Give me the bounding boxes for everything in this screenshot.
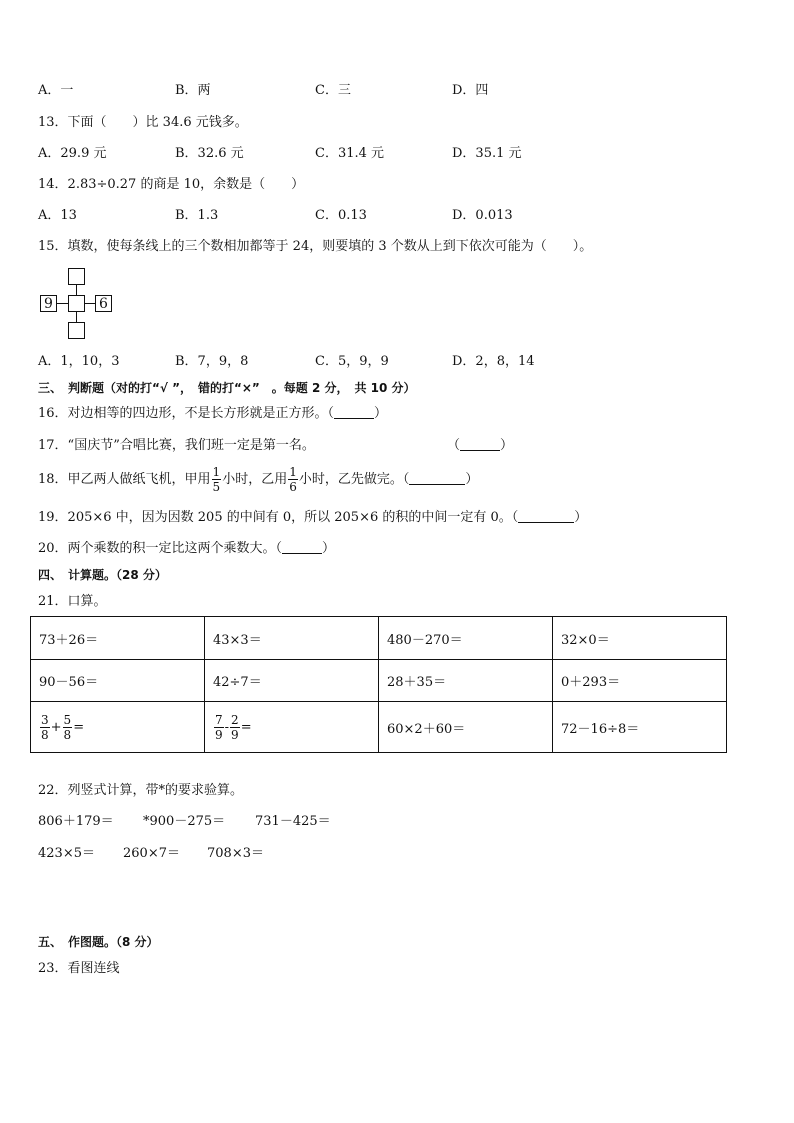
diagram-center-box — [68, 295, 85, 312]
q13-option-b: B．32.6 元 — [175, 146, 244, 161]
fraction-denominator: 9 — [215, 727, 223, 742]
fraction-denominator: 9 — [231, 727, 239, 742]
q20-close: ） — [322, 541, 336, 556]
q18-fraction-2 — [288, 465, 298, 494]
diagram-right-box: 6 — [95, 295, 112, 312]
q21-oral-calc-table — [30, 616, 727, 753]
q22-item: 423×5＝ — [38, 846, 95, 861]
equals-sign: = — [73, 719, 85, 735]
q12-option-b: B．两 — [175, 83, 211, 98]
fraction — [63, 713, 73, 742]
fraction-numerator: 7 — [215, 712, 223, 727]
q16-text: 16．对边相等的四边形，不是长方形就是正方形。（ — [38, 406, 335, 421]
q15-cross-diagram — [40, 268, 114, 340]
calc-cell: 28＋35＝ — [379, 660, 553, 702]
q17-answer-blank[interactable] — [460, 438, 500, 451]
section-4-heading: 四、 计算题。（28 分） — [38, 568, 167, 582]
q22-item: *900－275＝ — [143, 814, 226, 829]
fraction-numerator: 2 — [231, 712, 239, 727]
q22-item: 260×7＝ — [123, 846, 180, 861]
calc-cell — [205, 702, 379, 753]
q13-option-d: D．35.1 元 — [452, 146, 522, 161]
q23-label: 23．看图连线 — [38, 961, 120, 976]
calc-cell — [31, 702, 205, 753]
q22-item: 731－425＝ — [255, 814, 331, 829]
q15-stem: 15．填数，使每条线上的三个数相加都等于 24，则要填的 3 个数从上到下依次可能为（ ）。 — [38, 239, 593, 254]
q15-option-b: B．7，9，8 — [175, 354, 249, 369]
q19-answer-blank[interactable] — [518, 510, 574, 523]
q16-statement — [38, 405, 387, 423]
q18-part3: 小时，乙先做完。（ — [298, 472, 410, 487]
diagram-top-box — [68, 268, 85, 285]
q14-option-d: D．0.013 — [452, 208, 513, 223]
table-row — [31, 660, 727, 702]
q17-text: 17．“国庆节”合唱比赛，我们班一定是第一名。 — [38, 438, 315, 453]
q20-answer-blank[interactable] — [282, 541, 322, 554]
q14-option-b: B．1.3 — [175, 208, 219, 223]
q16-close: ） — [374, 406, 388, 421]
fraction — [214, 713, 224, 742]
table-row — [31, 702, 727, 753]
q12-option-d: D．四 — [452, 83, 489, 98]
q18-part1: 18．甲乙两人做纸飞机，甲用 — [38, 472, 211, 487]
calc-cell: 72－16÷8＝ — [553, 702, 727, 753]
q17-answer — [447, 437, 513, 455]
calc-cell: 480－270＝ — [379, 617, 553, 660]
q19-text: 19．205×6 中，因为因数 205 的中间有 0，所以 205×6 的积的中间一定有 0。（ — [38, 510, 519, 525]
q13-option-c: C．31.4 元 — [315, 146, 385, 161]
q18-statement — [38, 465, 478, 495]
q18-part2: 小时，乙用 — [222, 472, 288, 487]
q19-close: ） — [574, 510, 588, 525]
q18-answer-blank[interactable] — [409, 472, 465, 485]
calc-cell: 0＋293＝ — [553, 660, 727, 702]
fraction-denominator: 6 — [289, 480, 297, 494]
table-row — [31, 617, 727, 660]
operator: + — [50, 719, 62, 735]
q22-label: 22．列竖式计算，带*的要求验算。 — [38, 783, 244, 798]
fraction-denominator: 8 — [63, 727, 72, 742]
q14-option-a: A．13 — [38, 208, 77, 223]
q20-statement — [38, 540, 335, 558]
q14-stem: 14．2.83÷0.27 的商是 10，余数是（ ） — [38, 177, 305, 192]
equals-sign: = — [240, 719, 252, 735]
diagram-left-box: 9 — [40, 295, 57, 312]
q17-open: （ — [447, 438, 461, 453]
q22-item: 806＋179＝ — [38, 814, 114, 829]
q12-option-c: C．三 — [315, 83, 351, 98]
calc-cell: 32×0＝ — [553, 617, 727, 660]
q15-option-a: A．1，10，3 — [38, 354, 120, 369]
fraction — [230, 713, 240, 742]
calc-cell: 42÷7＝ — [205, 660, 379, 702]
q17-statement — [38, 437, 315, 455]
q12-option-a: A．一 — [38, 83, 74, 98]
fraction — [40, 713, 50, 742]
fraction-numerator: 5 — [63, 712, 72, 727]
q21-label: 21．口算。 — [38, 594, 107, 609]
q20-text: 20．两个乘数的积一定比这两个乘数大。（ — [38, 541, 283, 556]
q15-option-d: D．2，8，14 — [452, 354, 535, 369]
section-3-heading: 三、 判断题（对的打“√ ”， 错的打“×” 。每题 2 分， 共 10 分） — [38, 381, 416, 395]
q19-statement — [38, 509, 587, 527]
calc-cell: 60×2＋60＝ — [379, 702, 553, 753]
q14-option-c: C．0.13 — [315, 208, 367, 223]
q18-close: ） — [465, 472, 479, 487]
q17-close: ） — [500, 438, 514, 453]
fraction-numerator: 1 — [289, 465, 297, 479]
q22-item: 708×3＝ — [207, 846, 264, 861]
fraction-numerator: 1 — [212, 465, 221, 479]
q13-stem: 13．下面（ ）比 34.6 元钱多。 — [38, 115, 248, 130]
q13-option-a: A．29.9 元 — [38, 146, 107, 161]
q16-answer-blank[interactable] — [334, 406, 374, 419]
q18-fraction-1 — [212, 465, 222, 494]
section-5-heading: 五、 作图题。（8 分） — [38, 935, 159, 949]
fraction-denominator: 8 — [41, 727, 49, 742]
fraction-denominator: 5 — [212, 480, 221, 494]
fraction-numerator: 3 — [41, 712, 49, 727]
diagram-bottom-box — [68, 322, 85, 339]
calc-cell: 90－56＝ — [31, 660, 205, 702]
calc-cell: 73＋26＝ — [31, 617, 205, 660]
operator: - — [224, 719, 230, 735]
q15-option-c: C．5，9，9 — [315, 354, 389, 369]
calc-cell: 43×3＝ — [205, 617, 379, 660]
